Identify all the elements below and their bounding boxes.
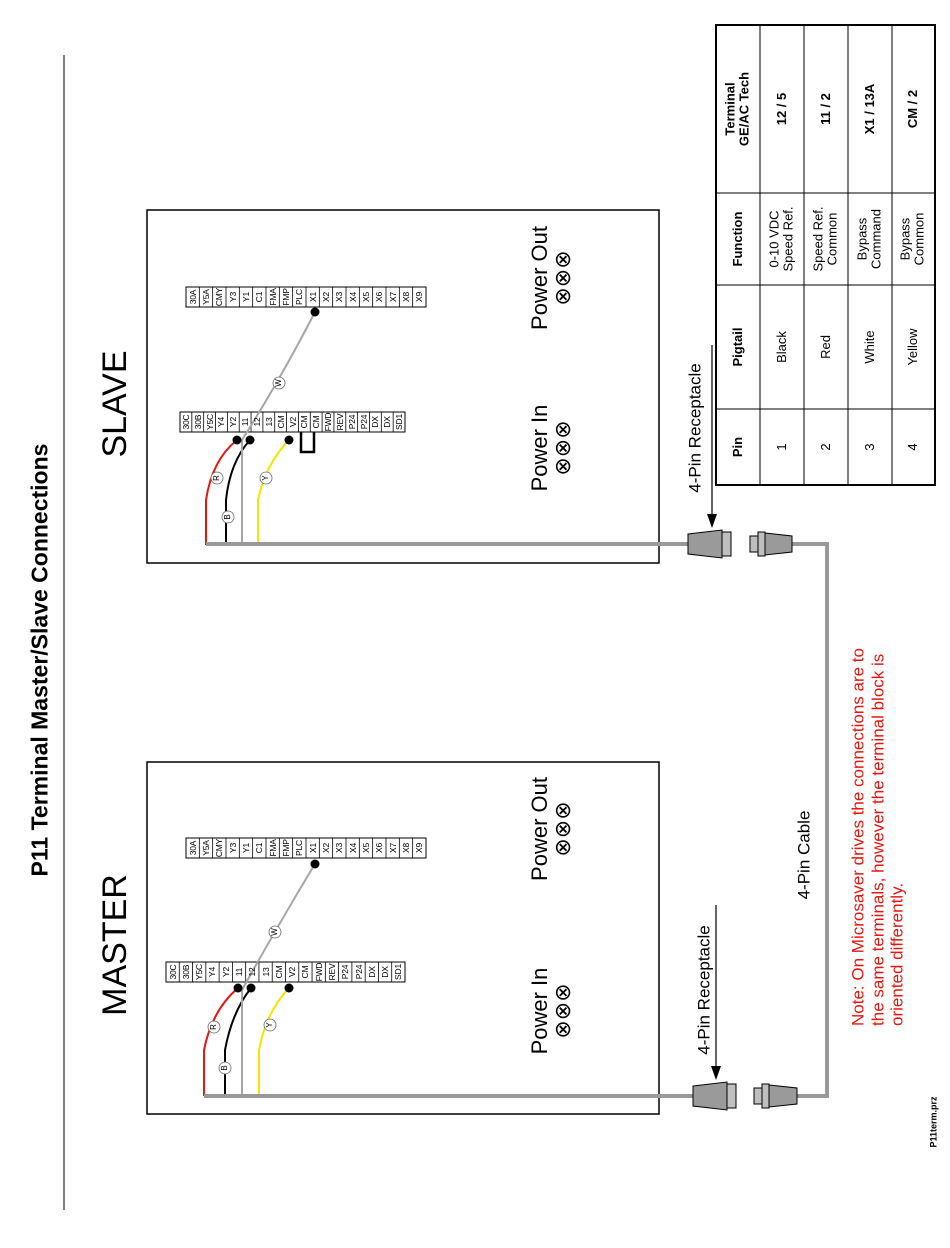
slave-a-terminal-30b: 30B [192,414,203,430]
master-b-terminal-fma: FMA [267,839,278,857]
master-b-terminal-x2: X2 [320,843,331,853]
master-b-terminal-x7: X7 [387,843,398,853]
slave-b-terminal-x1: X1 [307,292,318,302]
slave-power-in-label: Power In [526,404,552,492]
table-header-function: Function [729,211,745,267]
master-red-wire [204,988,238,1096]
master-b-terminal-x6: X6 [374,843,385,853]
table-cell-function: Bypass Common [897,212,927,266]
master-dot-11 [234,984,243,993]
slave-yellow-wire [258,440,289,545]
slave-cm-jumper [301,432,314,452]
master-a-terminal-p24: P24 [340,964,350,980]
slave-a-terminal-12: 12 [251,417,262,427]
master-a-terminal-cm: CM [300,965,311,979]
master-label: MASTER [96,874,134,1016]
master-a-terminal-fwd: FWD [313,962,324,982]
slave-dot-cm [285,436,294,445]
master-receptacle-connector [693,1082,736,1110]
slave-b-terminal-x5: X5 [360,292,371,302]
slave-drive-box [147,210,659,563]
wire-letter: B [220,1065,229,1071]
wire-letter: Y [261,475,270,481]
table-header-pin: Pin [729,436,745,458]
master-a-terminal-p24: P24 [353,964,364,980]
slave-b-terminal-x8: X8 [400,292,411,302]
slave-a-terminal-dx: DX [381,416,392,428]
slave-power-in [528,405,574,492]
master-dot-12 [247,984,256,993]
master-b-terminal-fmp: FMP [280,839,291,857]
slave-a-terminal-v2: V2 [287,417,298,427]
file-reference: P11term.prz [928,1096,939,1148]
slave-a-terminal-rev: REV [334,413,345,431]
table-cell-terminal: 12 / 5 [773,92,789,126]
master-power-out [528,777,574,881]
slave-b-terminal-30a: 30A [187,289,198,305]
table-cell-pin: 3 [861,443,877,451]
table-cell-terminal: 11 / 2 [817,93,833,125]
master-a-terminal-13: 13 [260,967,271,977]
slave-power-out-symbols: ⊗⊗⊗ [550,250,575,306]
slave-a-terminal-p24: P24 [346,414,357,430]
master-a-terminal-y4: Y4 [207,967,218,977]
slave-a-terminal-11: 11 [239,417,250,427]
table-header-pigtail: Pigtail [729,327,745,367]
master-b-terminal-c1: C1 [254,842,265,854]
slave-label: SLAVE [96,350,134,458]
slave-black-wire [223,440,250,545]
slave-a-terminal-13: 13 [263,417,274,427]
master-dot-cm [285,984,294,993]
slave-a-terminal-30c: 30C [180,414,191,430]
slave-a-terminal-y5c: Y5C [204,414,215,430]
slave-b-terminal-x9: X9 [414,292,425,302]
master-a-terminal-30b: 30B [180,964,191,980]
master-dot-x1 [311,860,320,869]
master-b-terminal-cmy: CMY [214,838,225,858]
slave-b-terminal-x2: X2 [320,292,331,302]
slave-b-terminal-plc: PLC [294,289,305,305]
slave-a-terminal-sd1: SD1 [393,414,404,430]
slave-dot-12 [246,436,255,445]
slave-a-terminal-cm: CM [310,415,321,429]
master-power-in-symbols: ⊗⊗⊗ [550,983,575,1039]
master-b-terminal-plc: PLC [294,840,305,856]
master-yellow-wire [259,988,289,1096]
table-cell-function: Bypass Command [854,209,884,269]
table-cell-function: 0-10 VDC Speed Ref. [766,206,796,272]
master-black-wire [225,988,251,1096]
master-receptacle-label: 4-Pin Receptacle [694,925,714,1055]
master-b-terminal-x3: X3 [334,843,345,853]
slave-a-terminal-dx: DX [370,416,381,428]
master-drive-box [147,762,659,1114]
table-cell-terminal: CM / 2 [904,89,920,129]
master-b-terminal-y1: Y1 [240,843,251,853]
master-a-terminal-12: 12 [247,967,258,977]
master-b-terminal-x4: X4 [347,843,358,853]
table-header-terminal: Terminal GE/AC Tech [722,71,752,147]
slave-power-out-label: Power Out [526,226,552,330]
slave-b-terminal-y1: Y1 [240,292,251,302]
table-cell-pigtail: Black [773,331,789,363]
slave-receptacle-label: 4-Pin Receptacle [685,363,705,493]
slave-b-terminal-x6: X6 [374,292,385,302]
slave-a-terminal-y2: Y2 [228,417,239,427]
master-a-terminal-y5c: Y5C [193,964,204,980]
slave-b-terminal-cmy: CMY [214,287,225,307]
slave-b-terminal-fma: FMA [267,288,278,306]
wire-letter: Y [265,1022,274,1028]
master-a-terminal-rev: REV [326,963,337,981]
master-b-terminal-y5a: Y5A [200,840,211,856]
master-power-out-label: Power Out [526,777,552,881]
master-a-terminal-v2: V2 [286,967,297,977]
slave-red-wire [206,440,237,545]
slave-a-terminal-p24: P24 [358,414,369,430]
slave-dot-x1 [311,308,320,317]
slave-a-terminal-cm: CM [275,415,286,429]
slave-b-terminal-x7: X7 [387,292,398,302]
master-a-terminal-cm: CM [273,965,284,979]
slave-dot-11 [233,436,242,445]
master-b-terminal-30a: 30A [187,840,198,856]
slave-b-terminal-c1: C1 [254,291,265,303]
master-power-in-label: Power In [526,967,552,1055]
table-cell-function: Speed Ref. Common [810,206,840,272]
wire-letter: B [223,514,232,520]
table-cell-pin: 2 [817,443,833,451]
slave-power-out [528,226,574,330]
master-a-terminal-y2: Y2 [220,967,231,977]
slave-a-terminal-y4: Y4 [216,417,227,427]
slave-a-terminal-fwd: FWD [322,412,333,432]
master-b-terminal-x1: X1 [307,843,318,853]
master-plug-connector [754,1084,797,1108]
master-power-out-symbols: ⊗⊗⊗ [550,801,575,857]
slave-a-terminal-cm: CM [299,415,310,429]
master-power-in [528,968,574,1055]
wire-letter: W [270,928,279,936]
master-a-terminal-30c: 30C [167,964,178,980]
master-b-terminal-x9: X9 [414,843,425,853]
microsaver-note: Note: On Microsaver drives the connections are to the same terminals, however the terminal block is oriented differently. [848,648,907,1026]
slave-plug-connector [750,532,792,556]
master-b-terminal-x5: X5 [360,843,371,853]
master-a-terminal-dx: DX [379,966,390,978]
slave-b-terminal-x3: X3 [334,292,345,302]
slave-b-terminal-y5a: Y5A [200,289,211,305]
table-cell-pin: 4 [904,443,920,451]
wire-letter: R [209,1024,218,1030]
wire-letter: R [212,475,221,481]
master-a-terminal-dx: DX [366,966,377,978]
table-cell-terminal: X1 / 13A [861,83,877,135]
master-a-terminal-11: 11 [233,967,244,977]
table-cell-pigtail: Red [817,335,833,359]
table-cell-pigtail: Yellow [904,328,920,366]
master-a-terminal-sd1: SD1 [393,964,404,980]
page-title: P11 Terminal Master/Slave Connections [26,443,53,877]
table-cell-pin: 1 [773,443,789,451]
master-b-terminal-y3: Y3 [227,843,238,853]
slave-power-in-symbols: ⊗⊗⊗ [550,420,575,476]
master-b-terminal-x8: X8 [400,843,411,853]
table-cell-pigtail: White [861,330,877,364]
cable-label: 4-Pin Cable [794,810,814,900]
slave-b-terminal-fmp: FMP [280,288,291,306]
wire-letter: W [274,379,283,387]
slave-receptacle-connector [688,530,731,558]
slave-b-terminal-x4: X4 [347,292,358,302]
slave-b-terminal-y3: Y3 [227,292,238,302]
